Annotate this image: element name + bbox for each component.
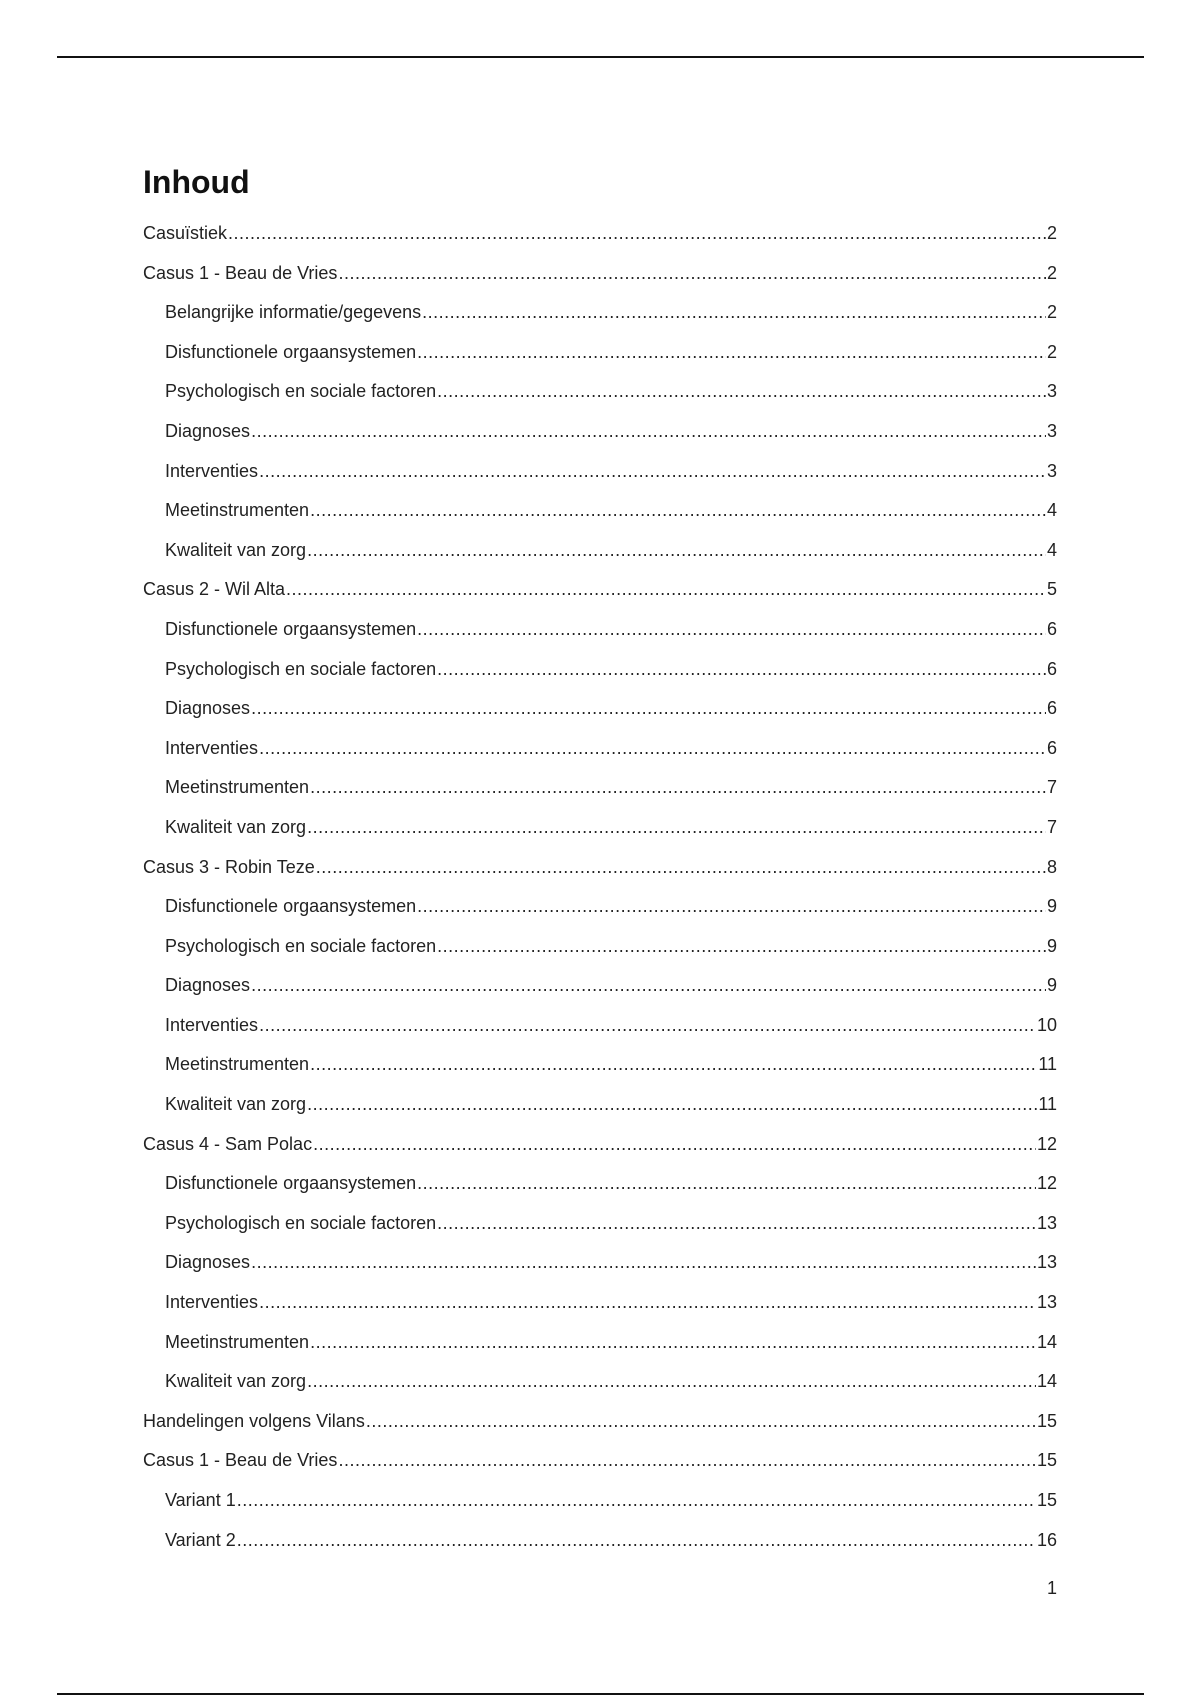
toc-entry-page: 10 bbox=[1036, 1014, 1057, 1035]
toc-entry[interactable] bbox=[143, 1170, 1057, 1210]
toc-entry-page: 3 bbox=[1046, 381, 1057, 402]
toc-dot-leader bbox=[251, 695, 1046, 721]
toc-entry-label: Diagnoses bbox=[165, 1252, 251, 1273]
toc-dot-leader bbox=[437, 933, 1046, 959]
toc-entry[interactable] bbox=[143, 1249, 1057, 1289]
toc-entry[interactable] bbox=[143, 814, 1057, 854]
toc-entry-label: Variant 2 bbox=[165, 1529, 236, 1550]
toc-dot-leader bbox=[310, 1051, 1037, 1077]
toc-entry-page: 4 bbox=[1046, 539, 1057, 560]
toc-entry-page: 9 bbox=[1046, 975, 1057, 996]
toc-entry[interactable] bbox=[143, 1329, 1057, 1369]
toc-dot-leader bbox=[228, 220, 1046, 246]
toc-dot-leader bbox=[437, 656, 1046, 682]
toc-entry-label: Casuïstiek bbox=[143, 223, 228, 243]
toc-entry[interactable] bbox=[143, 1368, 1057, 1408]
toc-entry[interactable] bbox=[143, 1289, 1057, 1329]
toc-entry[interactable] bbox=[143, 1012, 1057, 1052]
toc-entry[interactable] bbox=[143, 339, 1057, 379]
toc-entry-label: Diagnoses bbox=[165, 698, 251, 719]
toc-entry-page: 2 bbox=[1046, 302, 1057, 323]
toc-entry[interactable] bbox=[143, 537, 1057, 577]
toc-entry[interactable] bbox=[143, 972, 1057, 1012]
toc-title: Inhoud bbox=[143, 164, 250, 200]
toc-entry[interactable] bbox=[143, 299, 1057, 339]
toc-entry-page: 11 bbox=[1038, 1054, 1057, 1075]
toc-entry[interactable] bbox=[143, 774, 1057, 814]
toc-dot-leader bbox=[307, 537, 1046, 563]
toc-entry-page: 2 bbox=[1046, 341, 1057, 362]
toc-entry[interactable] bbox=[143, 220, 1057, 260]
toc-entry-label: Psychologisch en sociale factoren bbox=[165, 1212, 437, 1233]
toc-entry-label: Interventies bbox=[165, 1292, 259, 1313]
toc-entry-label: Disfunctionele orgaansystemen bbox=[165, 1173, 417, 1194]
toc-entry-label: Disfunctionele orgaansystemen bbox=[165, 896, 417, 917]
toc-entry[interactable] bbox=[143, 933, 1057, 973]
toc-dot-leader bbox=[338, 260, 1046, 286]
toc-entry-label: Psychologisch en sociale factoren bbox=[165, 658, 437, 679]
toc-entry[interactable] bbox=[143, 695, 1057, 735]
toc-dot-leader bbox=[251, 972, 1046, 998]
toc-entry-page: 2 bbox=[1046, 223, 1057, 243]
toc-entry-page: 16 bbox=[1036, 1529, 1057, 1550]
toc-entry-label: Casus 1 - Beau de Vries bbox=[143, 1450, 338, 1471]
toc-dot-leader bbox=[237, 1527, 1036, 1553]
toc-dot-leader bbox=[417, 339, 1046, 365]
toc-entry-page: 15 bbox=[1036, 1450, 1057, 1471]
toc-entry-label: Variant 1 bbox=[165, 1490, 236, 1510]
header-rule bbox=[57, 56, 1144, 58]
toc-entry-page: 11 bbox=[1038, 1094, 1057, 1115]
toc-entry-page: 4 bbox=[1046, 500, 1057, 521]
toc-entry-page: 13 bbox=[1036, 1292, 1057, 1313]
toc-dot-leader bbox=[259, 1012, 1036, 1038]
toc-entry-page: 6 bbox=[1046, 698, 1057, 719]
page-number: 1 bbox=[1046, 1578, 1057, 1598]
toc-entry[interactable] bbox=[143, 1051, 1057, 1091]
toc-entry-label: Kwaliteit van zorg bbox=[165, 816, 307, 837]
toc-entry[interactable] bbox=[143, 1210, 1057, 1250]
toc-dot-leader bbox=[237, 1487, 1036, 1513]
toc-entry-page: 8 bbox=[1046, 856, 1057, 877]
toc-entry[interactable] bbox=[143, 576, 1057, 616]
toc-entry-page: 14 bbox=[1036, 1331, 1057, 1352]
toc-entry[interactable] bbox=[143, 616, 1057, 656]
toc-entry-label: Meetinstrumenten bbox=[165, 500, 310, 521]
toc-entry-page: 7 bbox=[1046, 816, 1057, 837]
toc-entry-page: 9 bbox=[1046, 935, 1057, 956]
toc-entry-label: Casus 1 - Beau de Vries bbox=[143, 262, 338, 283]
toc-dot-leader bbox=[316, 854, 1046, 880]
toc-entry-page: 9 bbox=[1046, 896, 1057, 917]
toc-entry-label: Casus 4 - Sam Polac bbox=[143, 1133, 313, 1154]
toc-dot-leader bbox=[437, 1210, 1036, 1236]
toc-entry-label: Kwaliteit van zorg bbox=[165, 539, 307, 560]
toc-entry-label: Interventies bbox=[165, 737, 259, 758]
toc-entry-page: 7 bbox=[1046, 777, 1057, 798]
toc-entry-page: 14 bbox=[1036, 1371, 1057, 1392]
toc-dot-leader bbox=[417, 616, 1046, 642]
toc-entry-label: Meetinstrumenten bbox=[165, 777, 310, 798]
toc-entry[interactable] bbox=[143, 378, 1057, 418]
toc-entry-label: Diagnoses bbox=[165, 420, 251, 441]
toc-entry-label: Interventies bbox=[165, 460, 259, 481]
toc-entry[interactable] bbox=[143, 735, 1057, 775]
toc-entry[interactable] bbox=[143, 656, 1057, 696]
table-of-contents bbox=[143, 220, 1057, 1566]
toc-entry[interactable] bbox=[143, 1091, 1057, 1131]
toc-entry[interactable] bbox=[143, 1131, 1057, 1171]
toc-dot-leader bbox=[417, 893, 1046, 919]
toc-entry[interactable] bbox=[143, 1408, 1057, 1448]
toc-dot-leader bbox=[251, 418, 1046, 444]
toc-dot-leader bbox=[422, 299, 1046, 325]
toc-dot-leader bbox=[366, 1408, 1036, 1434]
toc-entry-label: Disfunctionele orgaansystemen bbox=[165, 341, 417, 362]
toc-entry-page: 13 bbox=[1036, 1212, 1057, 1233]
toc-entry[interactable] bbox=[143, 260, 1057, 300]
toc-dot-leader bbox=[310, 1329, 1036, 1355]
toc-entry-label: Belangrijke informatie/gegevens bbox=[165, 302, 422, 323]
toc-entry-page: 12 bbox=[1036, 1133, 1057, 1154]
toc-entry-page: 12 bbox=[1036, 1173, 1057, 1194]
toc-entry-page: 13 bbox=[1036, 1252, 1057, 1273]
toc-entry-page: 6 bbox=[1046, 658, 1057, 679]
toc-entry[interactable] bbox=[143, 497, 1057, 537]
toc-dot-leader bbox=[307, 1368, 1036, 1394]
toc-entry[interactable] bbox=[143, 1527, 1057, 1567]
toc-entry[interactable] bbox=[143, 1487, 1057, 1527]
toc-entry-page: 6 bbox=[1046, 737, 1057, 758]
toc-dot-leader bbox=[259, 1289, 1036, 1315]
toc-entry-label: Psychologisch en sociale factoren bbox=[165, 935, 437, 956]
toc-dot-leader bbox=[310, 774, 1046, 800]
toc-dot-leader bbox=[313, 1131, 1036, 1157]
toc-entry-label: Meetinstrumenten bbox=[165, 1054, 310, 1075]
toc-dot-leader bbox=[251, 1249, 1036, 1275]
toc-entry-label: Casus 2 - Wil Alta bbox=[143, 579, 286, 600]
toc-dot-leader bbox=[310, 497, 1046, 523]
toc-dot-leader bbox=[417, 1170, 1036, 1196]
toc-entry-page: 5 bbox=[1046, 579, 1057, 600]
toc-entry-label: Diagnoses bbox=[165, 975, 251, 996]
footer-rule bbox=[57, 1693, 1144, 1695]
toc-dot-leader bbox=[286, 576, 1046, 602]
toc-entry[interactable] bbox=[143, 854, 1057, 894]
toc-dot-leader bbox=[307, 1091, 1037, 1117]
toc-entry-label: Casus 3 - Robin Teze bbox=[143, 856, 315, 877]
toc-entry[interactable] bbox=[143, 458, 1057, 498]
toc-dot-leader bbox=[338, 1447, 1036, 1473]
toc-entry-page: 2 bbox=[1046, 262, 1057, 283]
toc-entry-page: 15 bbox=[1036, 1490, 1057, 1510]
toc-entry-page: 15 bbox=[1036, 1410, 1057, 1431]
toc-dot-leader bbox=[307, 814, 1046, 840]
toc-entry-page: 3 bbox=[1046, 460, 1057, 481]
toc-entry-label: Disfunctionele orgaansystemen bbox=[165, 618, 417, 639]
toc-entry-page: 3 bbox=[1046, 420, 1057, 441]
toc-entry[interactable] bbox=[143, 418, 1057, 458]
toc-dot-leader bbox=[259, 735, 1046, 761]
toc-entry-label: Handelingen volgens Vilans bbox=[143, 1410, 365, 1431]
toc-entry-label: Interventies bbox=[165, 1014, 259, 1035]
toc-entry-label: Meetinstrumenten bbox=[165, 1331, 310, 1352]
toc-entry-page: 6 bbox=[1046, 618, 1057, 639]
toc-entry[interactable] bbox=[143, 893, 1057, 933]
toc-entry-label: Kwaliteit van zorg bbox=[165, 1094, 307, 1115]
toc-entry-label: Kwaliteit van zorg bbox=[165, 1371, 307, 1392]
toc-entry-label: Psychologisch en sociale factoren bbox=[165, 381, 437, 402]
toc-entry[interactable] bbox=[143, 1447, 1057, 1487]
toc-dot-leader bbox=[437, 378, 1046, 404]
toc-dot-leader bbox=[259, 458, 1046, 484]
